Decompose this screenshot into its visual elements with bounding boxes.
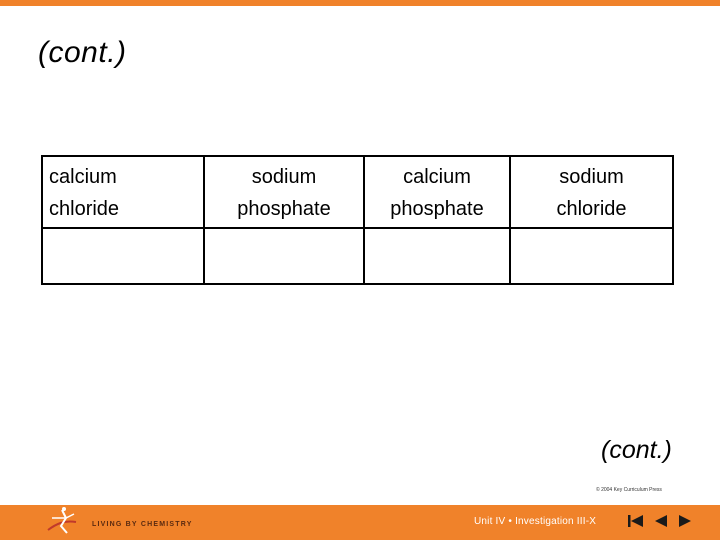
living-by-chemistry-logo <box>42 506 222 536</box>
header-sodium-phosphate <box>204 156 364 228</box>
table-cell <box>510 228 673 284</box>
logo-text: LIVING BY CHEMISTRY <box>92 521 193 528</box>
header-calcium-chloride <box>42 156 204 228</box>
next-slide-icon[interactable] <box>677 513 693 529</box>
header-line: phosphate <box>237 198 331 220</box>
table-cell <box>364 228 510 284</box>
compound-table <box>41 155 674 285</box>
header-line: chloride <box>49 198 120 220</box>
header-line: sodium <box>251 166 317 188</box>
top-accent-bar <box>0 0 720 6</box>
slide-title: (cont.) <box>38 36 127 69</box>
header-line: sodium <box>559 166 624 188</box>
header-calcium-phosphate <box>364 156 510 228</box>
header-line: phosphate <box>390 198 484 220</box>
header-line: calcium <box>403 166 471 188</box>
first-slide-icon[interactable] <box>627 513 645 529</box>
previous-slide-icon[interactable] <box>653 513 669 529</box>
continued-label: (cont.) <box>601 436 672 464</box>
header-line: calcium <box>49 166 117 188</box>
table-cell <box>204 228 364 284</box>
table-cell <box>42 228 204 284</box>
runner-logo-icon <box>42 506 92 536</box>
copyright-text: © 2004 Key Curriculum Press <box>596 487 662 493</box>
unit-investigation-label: Unit IV • Investigation III-X <box>474 516 597 527</box>
header-line: chloride <box>556 198 627 220</box>
header-sodium-chloride <box>510 156 673 228</box>
table-header-row <box>42 156 673 228</box>
table-row <box>42 228 673 284</box>
